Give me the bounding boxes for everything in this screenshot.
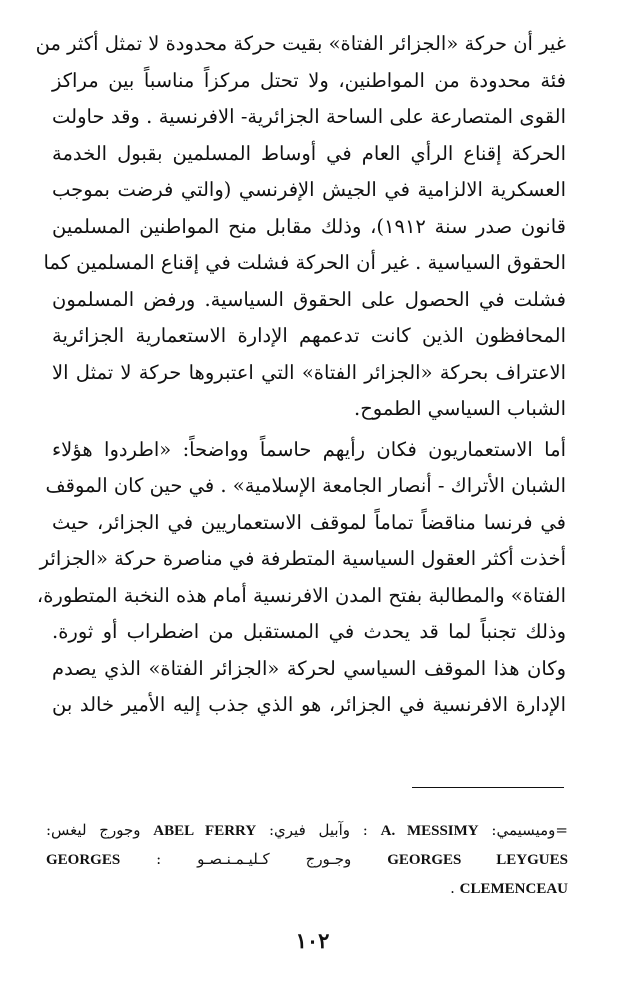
name-georges-leygues: GEORGES LEYGUES	[387, 852, 568, 868]
text-line: العسكرية الالزامية في الجيش الإفرنسي (والتي فرضت بموجب	[52, 178, 566, 201]
text-line: في فرنسا مناقضاً تماماً لموقف الاستعماريين في الجزائر، حيث	[52, 510, 566, 534]
text-line: أخذت أكثر العقول السياسية المتطرفة في مناصرة حركة «الجزائر	[39, 547, 566, 570]
text-line: الإدارة الافرنسية في الجزائر، هو الذي جذب إليه الأمير خالد بن	[52, 693, 566, 716]
text-line: الاعتراف بحركة «الجزائر الفتاة» التي اعتبروها حركة لا تمثل الا	[52, 360, 566, 384]
paragraph-1	[35, 26, 566, 428]
text-line: الحقوق السياسية . غير أن الحركة فشلت في إقناع المسلمين كما	[43, 251, 566, 274]
text-line: وكان هذا الموقف السياسي لحركة «الجزائر الفتاة» الذي يصدم	[52, 656, 566, 680]
text-line: الشبان الأتراك - أنصار الجامعة الإسلامية» . في حين كان الموقف	[45, 474, 566, 497]
text-line: المحافظون الذين كانت تدعمهم الإدارة الاستعمارية الجزائرية	[52, 324, 566, 347]
footnotes	[46, 816, 568, 903]
text-line: أما الاستعماريون فكان رأيهم حاسماً وواضحاً: «اطردوا هؤلاء	[52, 437, 566, 461]
footnote-connector: وجـورج كـليـمـنـصـو :	[156, 850, 352, 868]
text-line: القوى المتصارعة على الساحة الجزائرية- الافرنسية . وقد حاولت	[52, 105, 566, 128]
text-line: فشلت في الحصول على الحقوق السياسية. ورفض المسلمون	[52, 287, 566, 311]
footnote-line	[46, 845, 568, 874]
text-line: قانون صدر سنة ١٩١٢)، وذلك مقابل منح المواطنين المسلمين	[52, 214, 566, 238]
text-line: الشباب السياسي الطموح.	[354, 397, 566, 420]
name-georges: GEORGES	[46, 852, 121, 868]
text-line: وذلك تجنباً لما قد يحدث في المستقبل من اضطراب أو ثورة.	[52, 620, 566, 643]
footnote-connector: وجورج ليغس:	[46, 821, 141, 839]
text-line: الحركة إقناع الرأي العام في أوساط المسلمين بقبول الخدمة	[52, 141, 566, 165]
footnote-end: .	[450, 879, 455, 897]
name-clemenceau: CLEMENCEAU	[459, 881, 568, 897]
paragraph-2	[36, 432, 566, 724]
name-messimy: A. MESSIMY	[380, 823, 479, 839]
footnote-line	[46, 874, 568, 903]
footnote-connector: : وآبيل فيري:	[268, 821, 368, 839]
footnote-line	[46, 816, 568, 845]
body-text	[35, 26, 566, 724]
name-abel-ferry: ABEL FERRY	[153, 823, 257, 839]
text-line: غير أن حركة «الجزائر الفتاة» بقيت حركة محدودة لا تمثل أكثر من	[35, 32, 566, 55]
footnote-prefix: =وميسيمي:	[491, 821, 568, 839]
page-number: ١٠٢	[295, 928, 330, 953]
text-line: الفتاة» والمطالبة بفتح المدن الافرنسية أمام هذه النخبة المتطورة،	[36, 583, 566, 607]
text-line: فئة محدودة من المواطنين، ولا تحتل مركزاً مناسباً بين مراكز	[52, 68, 566, 92]
footnote-divider	[412, 787, 564, 788]
